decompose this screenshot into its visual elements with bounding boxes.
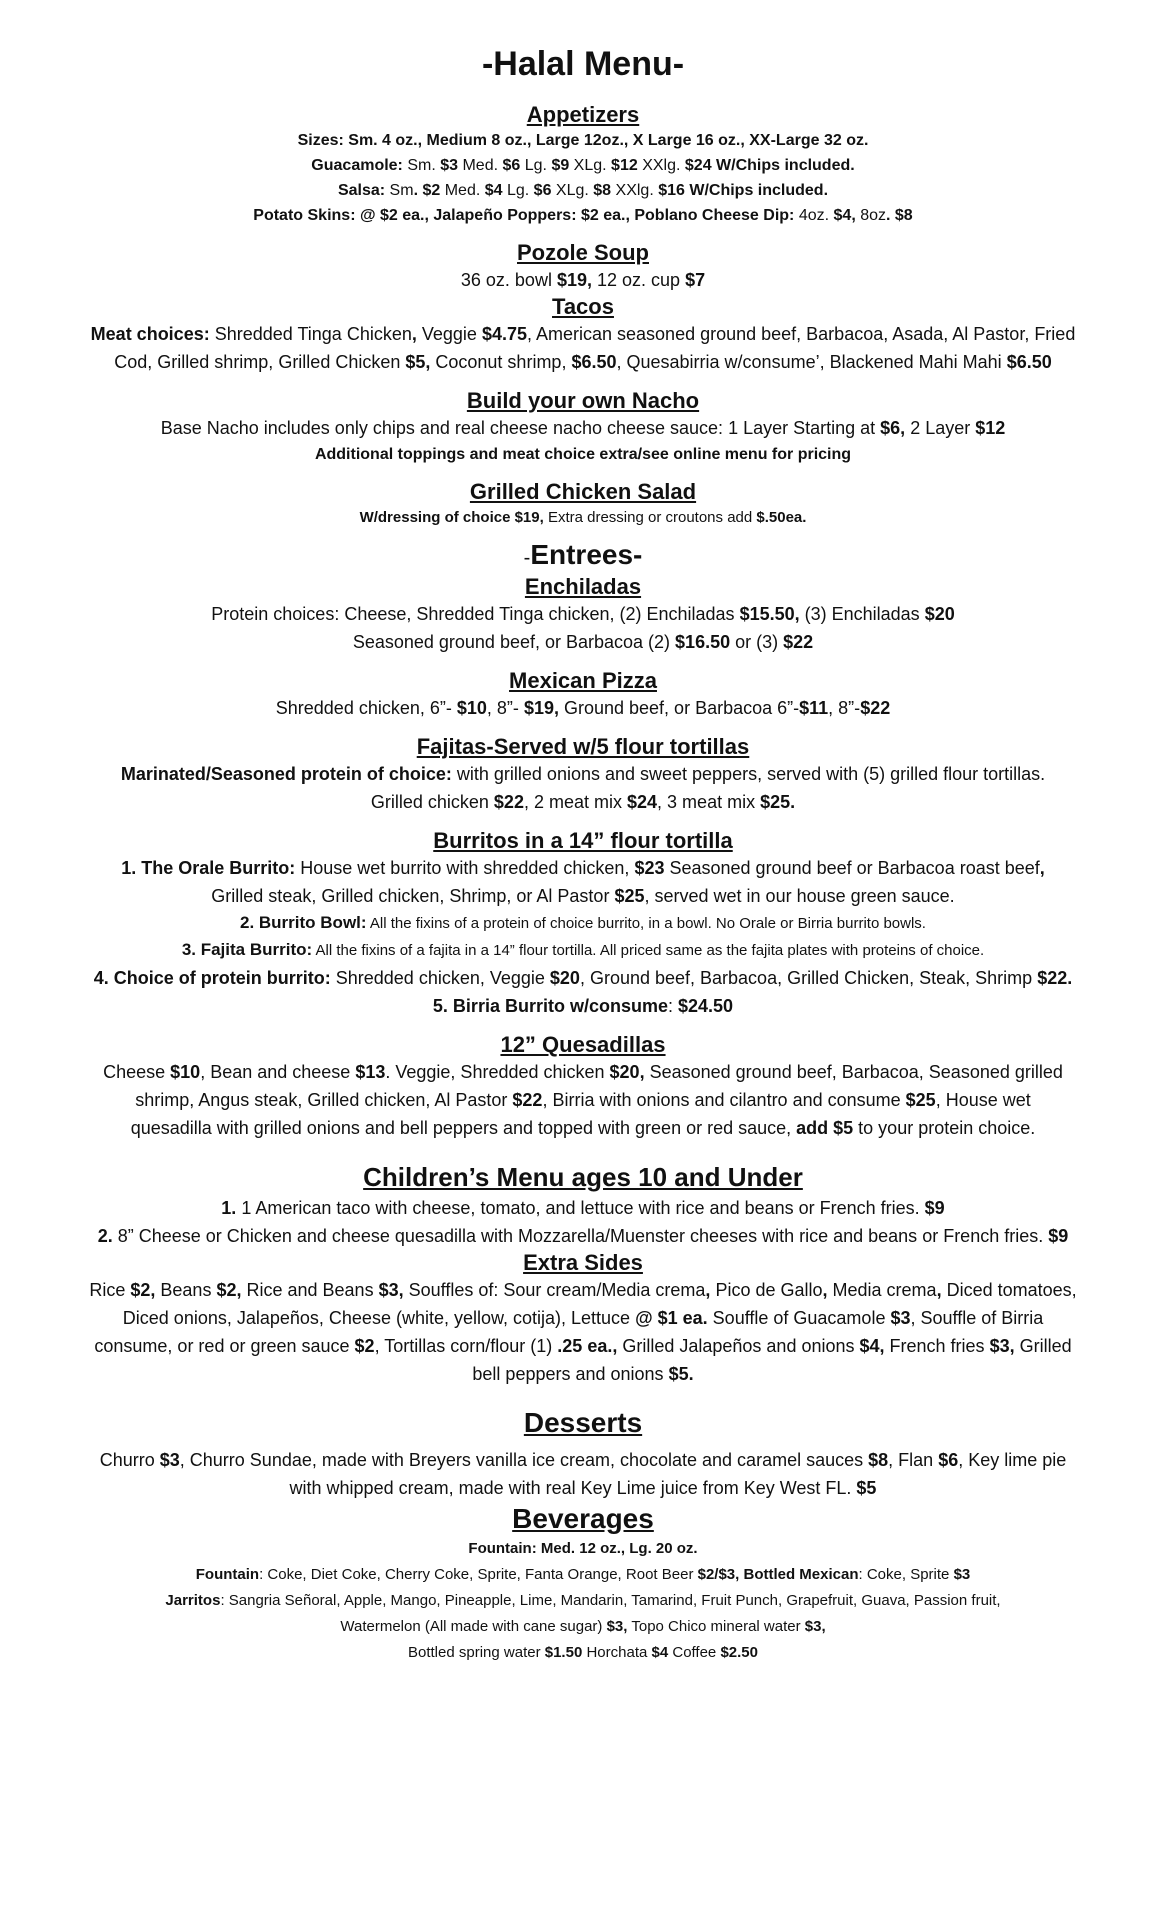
- beverages-sizes: Fountain: Med. 12 oz., Lg. 20 oz.: [468, 1540, 698, 1557]
- nacho-line-1: Base Nacho includes only chips and real cheese nacho cheese sauce: 1 Layer Starting at $6, 2 Layer $12: [160, 418, 1006, 438]
- pizza-line: Shredded chicken, 6”- $10, 8”- $19, Ground beef, or Barbacoa 6”-$11, 8”-$22: [275, 698, 891, 718]
- quesadillas-heading: 12” Quesadillas: [500, 1032, 666, 1057]
- desserts-section: [8, 1406, 1158, 1502]
- burrito-line-6: 5. Birria Burrito w/consume: $24.50: [432, 996, 734, 1016]
- beverages-heading: Beverages: [512, 1503, 654, 1534]
- fajitas-heading: Fajitas-Served w/5 flour tortillas: [416, 734, 750, 759]
- appetizer-sizes: Sizes: Sm. 4 oz., Medium 8 oz., Large 12oz., X Large 16 oz., XX-Large 32 oz.: [297, 132, 869, 149]
- sides-line-1: Rice $2, Beans $2, Rice and Beans $3, Souffles of: Sour cream/Media crema, Pico de Gallo, Media crema, Diced tomatoes,: [89, 1280, 1077, 1300]
- nacho-heading: Build your own Nacho: [466, 388, 700, 413]
- burrito-line-3: 2. Burrito Bowl: All the fixins of a protein of choice burrito, in a bowl. No Orale or Birria burrito bowls.: [240, 913, 926, 932]
- burrito-line-2: Grilled steak, Grilled chicken, Shrimp, or Al Pastor $25, served wet in our house green sauce.: [211, 886, 955, 906]
- quesadilla-line-1: Cheese $10, Bean and cheese $13. Veggie, Shredded chicken $20, Seasoned ground beef, Barbacoa, Seasoned grilled: [103, 1062, 1063, 1082]
- burrito-line-4: 3. Fajita Burrito: All the fixins of a fajita in a 14” flour tortilla. All priced same as the fajita plates with proteins of choice.: [181, 940, 985, 959]
- beverages-water: Bottled spring water $1.50 Horchata $4 Coffee $2.50: [408, 1644, 758, 1661]
- fajitas-line-1: Marinated/Seasoned protein of choice: with grilled onions and sweet peppers, served with (5) grilled flour tortillas.: [120, 764, 1046, 784]
- beverages-section: [8, 1502, 1158, 1666]
- childrens-line-1: 1. 1 American taco with cheese, tomato, and lettuce with rice and beans or French fries. $9: [221, 1198, 945, 1218]
- quesadilla-line-2: shrimp, Angus steak, Grilled chicken, Al Pastor $22, Birria with onions and cilantro and consume $25, House wet: [135, 1090, 1031, 1110]
- guacamole-line: Guacamole: Sm. $3 Med. $6 Lg. $9 XLg. $12 XXlg. $24 W/Chips included.: [311, 157, 855, 174]
- tacos-line-2: Cod, Grilled shrimp, Grilled Chicken $5, Coconut shrimp, $6.50, Quesabirria w/consume’, Blackened Mahi Mahi $6.50: [114, 352, 1052, 372]
- pozole-heading: Pozole Soup: [517, 240, 649, 265]
- extra-sides-section: [8, 1250, 1158, 1388]
- burrito-line-1: 1. The Orale Burrito: House wet burrito with shredded chicken, $23 Seasoned ground beef or Barbacoa roast beef,: [121, 858, 1045, 878]
- pizza-section: [8, 668, 1158, 722]
- quesadillas-section: [8, 1032, 1158, 1142]
- tacos-heading: Tacos: [552, 294, 614, 319]
- burritos-section: [8, 828, 1158, 1020]
- enchiladas-line-2: Seasoned ground beef, or Barbacoa (2) $16.50 or (3) $22: [352, 632, 814, 652]
- tacos-line-1: Meat choices: Shredded Tinga Chicken, Veggie $4.75, American seasoned ground beef, Barbacoa, Asada, Al Pastor, Fried: [90, 324, 1076, 344]
- salad-section: [8, 479, 1158, 531]
- appetizers-heading: Appetizers: [526, 102, 640, 127]
- quesadilla-line-3: quesadilla with grilled onions and bell peppers and topped with green or red sauce, add $5 to your protein choice.: [130, 1118, 1036, 1138]
- desserts-line-2: with whipped cream, made with real Key Lime juice from Key West FL. $5: [289, 1478, 877, 1498]
- appetizers-section: [8, 102, 1158, 228]
- nacho-line-2: Additional toppings and meat choice extra/see online menu for pricing: [314, 446, 852, 463]
- salad-line: W/dressing of choice $19, Extra dressing or croutons add $.50ea.: [359, 509, 807, 526]
- sides-line-2: Diced onions, Jalapeños, Cheese (white, yellow, cotija), Lettuce @ $1 ea. Souffle of Guacamole $3, Souffle of Birria: [122, 1308, 1044, 1328]
- pozole-section: [8, 240, 1158, 294]
- childrens-menu-section: [8, 1160, 1158, 1250]
- nacho-section: [8, 388, 1158, 467]
- fajitas-line-2: Grilled chicken $22, 2 meat mix $24, 3 meat mix $25.: [370, 792, 796, 812]
- beverages-jarritos: Jarritos: Sangria Señoral, Apple, Mango, Pineapple, Lime, Mandarin, Tamarind, Fruit Punch, Grapefruit, Guava, Passion fruit,: [165, 1592, 1001, 1609]
- burritos-heading: Burritos in a 14” flour tortilla: [433, 828, 733, 853]
- pozole-line: 36 oz. bowl $19, 12 oz. cup $7: [460, 270, 706, 290]
- enchiladas-line-1: Protein choices: Cheese, Shredded Tinga chicken, (2) Enchiladas $15.50, (3) Enchiladas $20: [211, 604, 955, 624]
- potato-skins-line: Potato Skins: @ $2 ea., Jalapeño Poppers: $2 ea., Poblano Cheese Dip: 4oz. $4, 8oz. $8: [253, 207, 913, 224]
- entrees-title: -Entrees-: [523, 539, 643, 570]
- beverages-fountain: Fountain: Coke, Diet Coke, Cherry Coke, Sprite, Fanta Orange, Root Beer $2/$3, Bottled Mexican: Coke, Sprite $3: [195, 1566, 971, 1583]
- menu-title: -Halal Menu-: [481, 45, 685, 83]
- beverages-watermelon: Watermelon (All made with cane sugar) $3, Topo Chico mineral water $3,: [340, 1618, 826, 1635]
- desserts-heading: Desserts: [523, 1407, 643, 1438]
- sides-line-3: consume, or red or green sauce $2, Tortillas corn/flour (1) .25 ea., Grilled Jalapeños and onions $4, French fries $3, Grilled: [94, 1336, 1072, 1356]
- pizza-heading: Mexican Pizza: [509, 668, 657, 693]
- sides-line-4: bell peppers and onions $5.: [472, 1364, 694, 1384]
- salad-heading: Grilled Chicken Salad: [469, 479, 697, 504]
- childrens-line-2: 2. 8” Cheese or Chicken and cheese quesadilla with Mozzarella/Muenster cheeses with rice and beans or French fries. $9: [97, 1226, 1069, 1246]
- childrens-menu-heading: Children’s Menu ages 10 and Under: [363, 1162, 803, 1192]
- fajitas-section: [8, 734, 1158, 816]
- enchiladas-heading: Enchiladas: [524, 574, 642, 599]
- extra-sides-heading: Extra Sides: [523, 1250, 643, 1275]
- tacos-section: [8, 294, 1158, 376]
- salsa-line: Salsa: Sm. $2 Med. $4 Lg. $6 XLg. $8 XXlg. $16 W/Chips included.: [337, 182, 829, 199]
- desserts-line-1: Churro $3, Churro Sundae, made with Breyers vanilla ice cream, chocolate and caramel sauces $8, Flan $6, Key lime pie: [99, 1450, 1067, 1470]
- enchiladas-section: [8, 574, 1158, 656]
- burrito-line-5: 4. Choice of protein burrito: Shredded chicken, Veggie $20, Ground beef, Barbacoa, Grilled Chicken, Steak, Shrimp $22.: [93, 968, 1073, 988]
